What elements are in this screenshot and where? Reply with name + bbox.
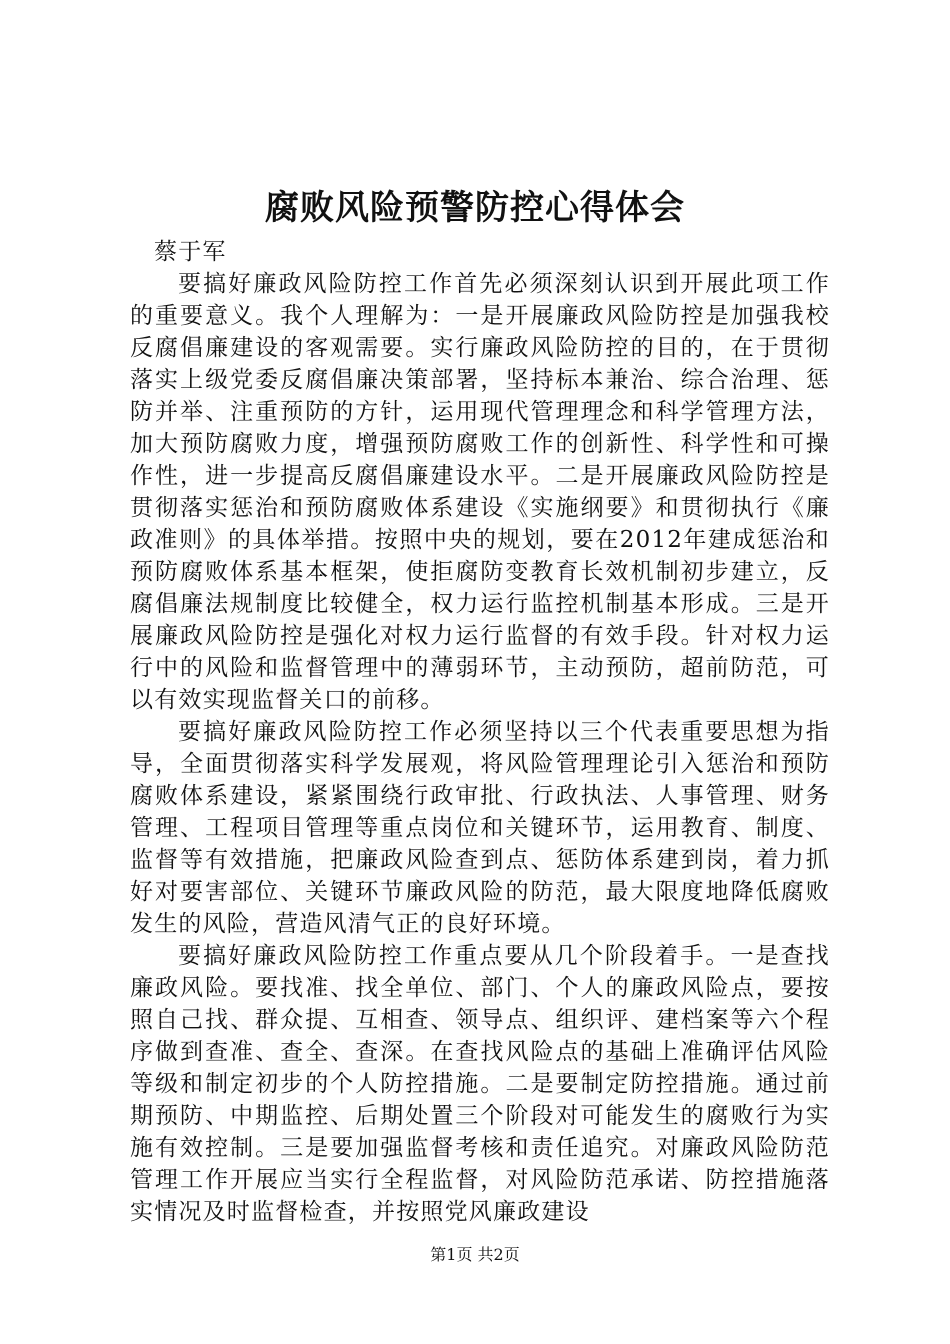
paragraph-3: 要搞好廉政风险防控工作重点要从几个阶段着手。一是查找廉政风险。要找准、找全单位、部门、个人的廉政风险点，要按照自己找、群众提、互相查、领导点、组织评、建档案等六个程序做到查准、查全、查深。在查找风险点的基础上准确评估风险等级和制定初步的个人防控措施。二是要制定防控措施。通过前期预防、中期监控、后期处置三个阶段对可能发生的腐败行为实施有效控制。三是要加强监督考核和责任追究。对廉政风险防范管理工作开展应当实行全程监督，对风险防范承诺、防控措施落实情况及时监督检查，并按照党风廉政建设 [130,943,830,1225]
document-title: 腐败风险预警防控心得体会 [265,188,685,228]
paragraph-1: 要搞好廉政风险防控工作首先必须深刻认识到开展此项工作的重要意义。我个人理解为：一是开展廉政风险防控是加强我校反腐倡廉建设的客观需要。实行廉政风险防控的目的，在于贯彻落实上级党委反腐倡廉决策部署，坚持标本兼治、综合治理、惩防并举、注重预防的方针，运用现代管理理念和科学管理方法，加大预防腐败力度，增强预防腐败工作的创新性、科学性和可操作性，进一步提高反腐倡廉建设水平。二是开展廉政风险防控是贯彻落实惩治和预防腐败体系建设《实施纲要》和贯彻执行《廉政准则》的具体举措。按照中央的规划，要在2012年建成惩治和预防腐败体系基本框架，使拒腐防变教育长效机制初步建立，反腐倡廉法规制度比较健全，权力运行监控机制基本形成。三是开展廉政风险防控是强化对权力运行监督的有效手段。针对权力运行中的风险和监督管理中的薄弱环节，主动预防，超前防范，可以有效实现监督关口的前移。 [130,271,830,713]
paragraph-2: 要搞好廉政风险防控工作必须坚持以三个代表重要思想为指导，全面贯彻落实科学发展观，将风险管理理论引入惩治和预防腐败体系建设，紧紧围绕行政审批、行政执法、人事管理、财务管理、工程项目管理等重点岗位和关键环节，运用教育、制度、监督等有效措施，把廉政风险查到点、惩防体系建到岗，着力抓好对要害部位、关键环节廉政风险的防范，最大限度地降低腐败发生的风险，营造风清气正的良好环境。 [130,719,830,937]
author-name: 蔡于军 [154,239,227,265]
document-body [130,236,830,1228]
page-footer: 第1页 共2页 [430,1245,520,1264]
